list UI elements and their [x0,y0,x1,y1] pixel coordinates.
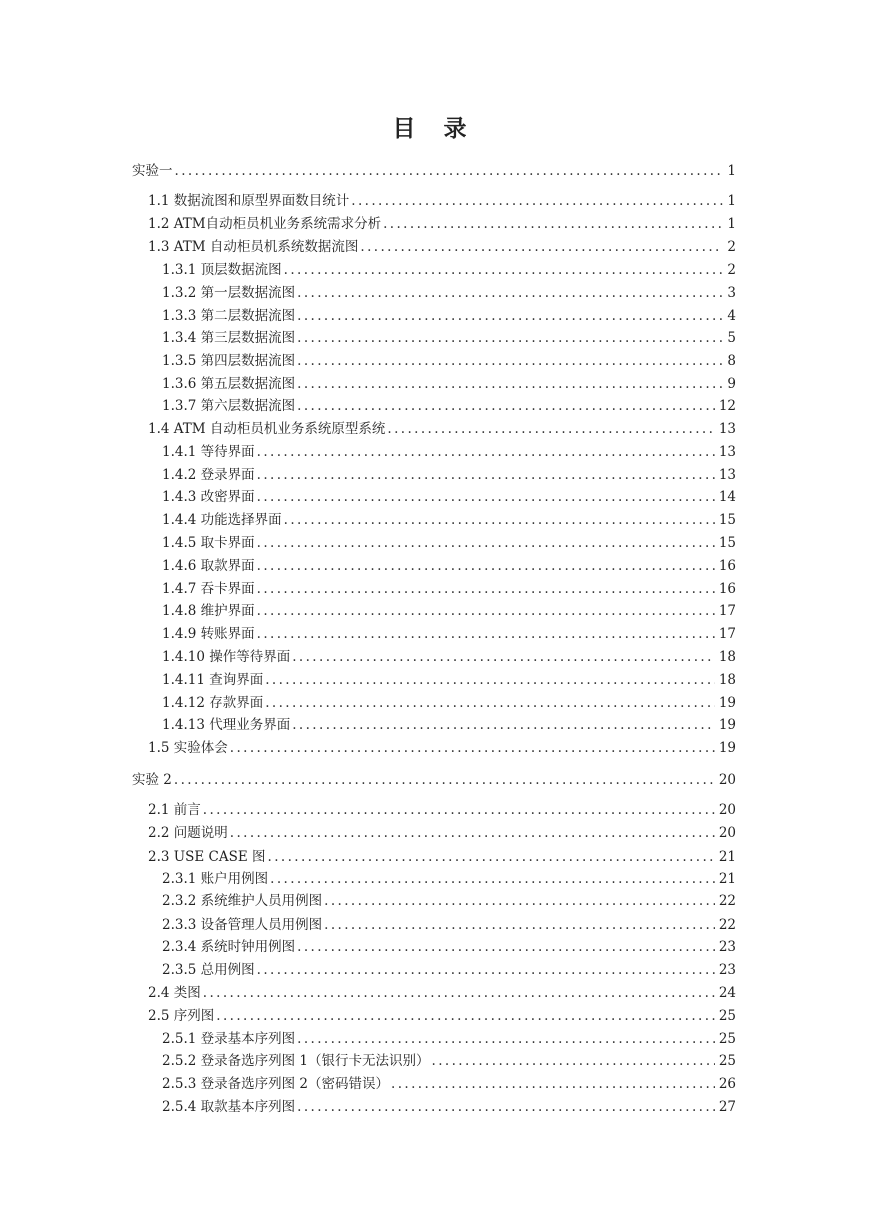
dot-leader [257,533,715,553]
toc-entry-page-number: 24 [718,985,736,1001]
toc-entry-page-number: 20 [718,825,736,841]
toc-entry-page-number: 25 [718,1008,736,1024]
dot-leader [351,191,723,211]
dot-leader [174,770,715,790]
dot-leader [257,601,715,621]
toc-entry[interactable] [148,1006,736,1026]
toc-entry-page-number: 2 [727,239,736,255]
toc-entry-page-number: 22 [718,917,736,933]
dot-leader [324,915,715,935]
toc-entry-page-number: 19 [718,740,736,756]
toc-entry-label: 1.4.5 取卡界面 [162,535,255,551]
toc-entry-page-number: 4 [727,308,736,324]
toc-entry[interactable] [162,960,736,980]
toc-entry-label: 1.4 ATM 自动柜员机业务系统原型系统 [148,421,386,437]
toc-entry-page-number: 3 [727,285,736,301]
dot-leader [360,237,723,257]
toc-entry[interactable] [162,396,736,416]
toc-entry-label: 1.4.9 转账界面 [162,626,255,642]
toc-entry[interactable] [148,847,736,867]
toc-entry[interactable] [148,823,736,843]
toc-entry-label: 2.3.5 总用例图 [162,962,255,978]
toc-entry[interactable] [162,283,736,303]
toc-entry-label: 2.4 类图 [148,985,201,1001]
toc-entry-page-number: 17 [718,603,736,619]
page-title: 目 录 [392,116,477,142]
toc-entry-page-number: 12 [718,398,736,414]
toc-entry-label: 1.3.1 顶层数据流图 [162,262,282,278]
toc-entry-page-number: 27 [718,1099,736,1115]
toc-entry[interactable] [162,715,736,735]
dot-leader [432,1051,715,1071]
toc-entry-page-number: 16 [718,581,736,597]
dot-leader [297,1029,715,1049]
toc-entry[interactable] [162,579,736,599]
dot-leader [257,487,715,507]
toc-entry-label: 1.3.6 第五层数据流图 [162,376,296,392]
toc-entry[interactable] [162,891,736,911]
toc-entry-page-number: 18 [718,649,736,665]
dot-leader [203,983,715,1003]
toc-entry-page-number: 17 [718,626,736,642]
toc-entry[interactable] [148,214,736,234]
toc-entry[interactable] [162,1097,736,1117]
toc-entry[interactable] [162,487,736,507]
toc-entry-label: 1.4.11 查询界面 [162,672,264,688]
dot-leader [216,1006,715,1026]
toc-entry-label: 1.4.13 代理业务界面 [162,717,291,733]
dot-leader [230,738,715,758]
toc-entry[interactable] [162,374,736,394]
toc-entry-page-number: 26 [718,1076,736,1092]
dot-leader [265,670,715,690]
toc-entry-label: 2.1 前言 [148,802,201,818]
toc-entry-page-number: 13 [718,421,736,437]
toc-entry[interactable] [162,306,736,326]
toc-entry-label: 实验一 [132,163,173,179]
toc-entry[interactable] [162,510,736,530]
toc-entry[interactable] [162,442,736,462]
toc-entry[interactable] [148,419,736,439]
toc-entry-label: 1.4.2 登录界面 [162,467,255,483]
toc-entry[interactable] [162,869,736,889]
toc-entry[interactable] [162,937,736,957]
toc-entry-page-number: 19 [718,695,736,711]
dot-leader [391,1074,715,1094]
toc-entry-label: 1.4.1 等待界面 [162,444,255,460]
dot-leader [284,260,724,280]
toc-entry-label: 2.3.2 系统维护人员用例图 [162,893,323,909]
toc-entry-label: 1.4.8 维护界面 [162,603,255,619]
toc-entry[interactable] [162,465,736,485]
dot-leader [297,306,723,326]
toc-entry-page-number: 13 [718,444,736,460]
dot-leader [297,1097,715,1117]
toc-entry[interactable] [162,328,736,348]
dot-leader [257,442,715,462]
dot-leader [265,693,715,713]
toc-entry-label: 1.4.7 吞卡界面 [162,581,255,597]
toc-entry-page-number: 25 [718,1053,736,1069]
toc-entry-label: 1.4.12 存款界面 [162,695,264,711]
toc-entry[interactable] [148,800,736,820]
toc-entry-page-number: 19 [718,717,736,733]
dot-leader [297,328,723,348]
toc-entry-page-number: 13 [718,467,736,483]
dot-leader [387,419,714,439]
toc-entry-page-number: 14 [718,489,736,505]
dot-leader [257,624,715,644]
toc-entry-label: 1.3.2 第一层数据流图 [162,285,296,301]
toc-entry-label: 2.3.1 账户用例图 [162,871,269,887]
toc-entry-page-number: 8 [727,353,736,369]
toc-entry-label: 2.5.4 取款基本序列图 [162,1099,296,1115]
toc-entry-page-number: 1 [727,163,736,179]
toc-entry-page-number: 5 [727,330,736,346]
toc-entry-label: 2.3 USE CASE 图 [148,849,266,865]
toc-entry[interactable] [162,351,736,371]
toc-entry-page-number: 1 [727,216,736,232]
dot-leader [270,869,715,889]
toc-entry-page-number: 2 [727,262,736,278]
toc-entry-label: 1.1 数据流图和原型界面数目统计 [148,193,350,209]
toc-entry-label: 1.4.6 取款界面 [162,558,255,574]
dot-leader [297,374,723,394]
toc-entry-page-number: 9 [727,376,736,392]
toc-entry[interactable] [162,670,736,690]
toc-entry[interactable] [132,161,736,181]
toc-entry-label: 1.5 实验体会 [148,740,228,756]
toc-entry[interactable] [162,647,736,667]
toc-entry-label: 1.3 ATM 自动柜员机系统数据流图 [148,239,359,255]
dot-leader [175,161,724,181]
toc-entry-label: 1.4.4 功能选择界面 [162,512,282,528]
dot-leader [297,283,723,303]
toc-entry[interactable] [162,601,736,621]
toc-entry-label: 1.3.7 第六层数据流图 [162,398,296,414]
toc-entry[interactable] [162,556,736,576]
toc-entry[interactable] [148,983,736,1003]
dot-leader [268,847,715,867]
toc-entry-page-number: 15 [718,535,736,551]
toc-entry-label: 1.3.3 第二层数据流图 [162,308,296,324]
toc-entry-label: 实验 2 [132,772,172,788]
toc-entry-page-number: 16 [718,558,736,574]
toc-entry[interactable] [132,770,736,790]
toc-entry-page-number: 25 [718,1031,736,1047]
toc-entry-page-number: 20 [718,802,736,818]
toc-entry-label: 2.5.3 登录备选序列图 2（密码错误） [162,1076,390,1092]
toc-entry-label: 2.3.3 设备管理人员用例图 [162,917,323,933]
dot-leader [297,351,723,371]
toc-entry-page-number: 23 [718,939,736,955]
dot-leader [284,510,715,530]
dot-leader [257,960,715,980]
toc-entry-label: 2.5.2 登录备选序列图 1（银行卡无法识别） [162,1053,430,1069]
toc-entry-page-number: 23 [718,962,736,978]
dot-leader [257,579,715,599]
dot-leader [297,937,715,957]
toc-entry-page-number: 21 [718,871,736,887]
toc-entry[interactable] [148,191,736,211]
toc-entry[interactable] [162,624,736,644]
dot-leader [383,214,723,234]
toc-entry[interactable] [148,738,736,758]
toc-entry[interactable] [162,260,736,280]
toc-entry[interactable] [148,237,736,257]
toc-entry-label: 1.4.3 改密界面 [162,489,255,505]
toc-entry[interactable] [162,1074,736,1094]
dot-leader [203,800,715,820]
toc-entry-label: 1.4.10 操作等待界面 [162,649,291,665]
dot-leader [324,891,715,911]
toc-entry-label: 2.2 问题说明 [148,825,228,841]
toc-entry-page-number: 21 [718,849,736,865]
dot-leader [257,556,715,576]
toc-entry[interactable] [162,533,736,553]
toc-entry-page-number: 22 [718,893,736,909]
toc-entry-label: 2.5.1 登录基本序列图 [162,1031,296,1047]
toc-entry[interactable] [162,1051,736,1071]
toc-entry-page-number: 15 [718,512,736,528]
toc-entry-page-number: 20 [718,772,736,788]
toc-entry-label: 2.5 序列图 [148,1008,215,1024]
toc-entry[interactable] [162,915,736,935]
dot-leader [292,647,715,667]
dot-leader [230,823,715,843]
toc-entry-label: 1.2 ATM自动柜员机业务系统需求分析 [148,216,382,232]
dot-leader [257,465,715,485]
toc-entry-page-number: 1 [727,193,736,209]
dot-leader [292,715,715,735]
dot-leader [297,396,715,416]
toc-entry-label: 1.3.4 第三层数据流图 [162,330,296,346]
toc-entry-page-number: 18 [718,672,736,688]
toc-entry[interactable] [162,1029,736,1049]
toc-entry-label: 1.3.5 第四层数据流图 [162,353,296,369]
toc-entry-label: 2.3.4 系统时钟用例图 [162,939,296,955]
toc-entry[interactable] [162,693,736,713]
